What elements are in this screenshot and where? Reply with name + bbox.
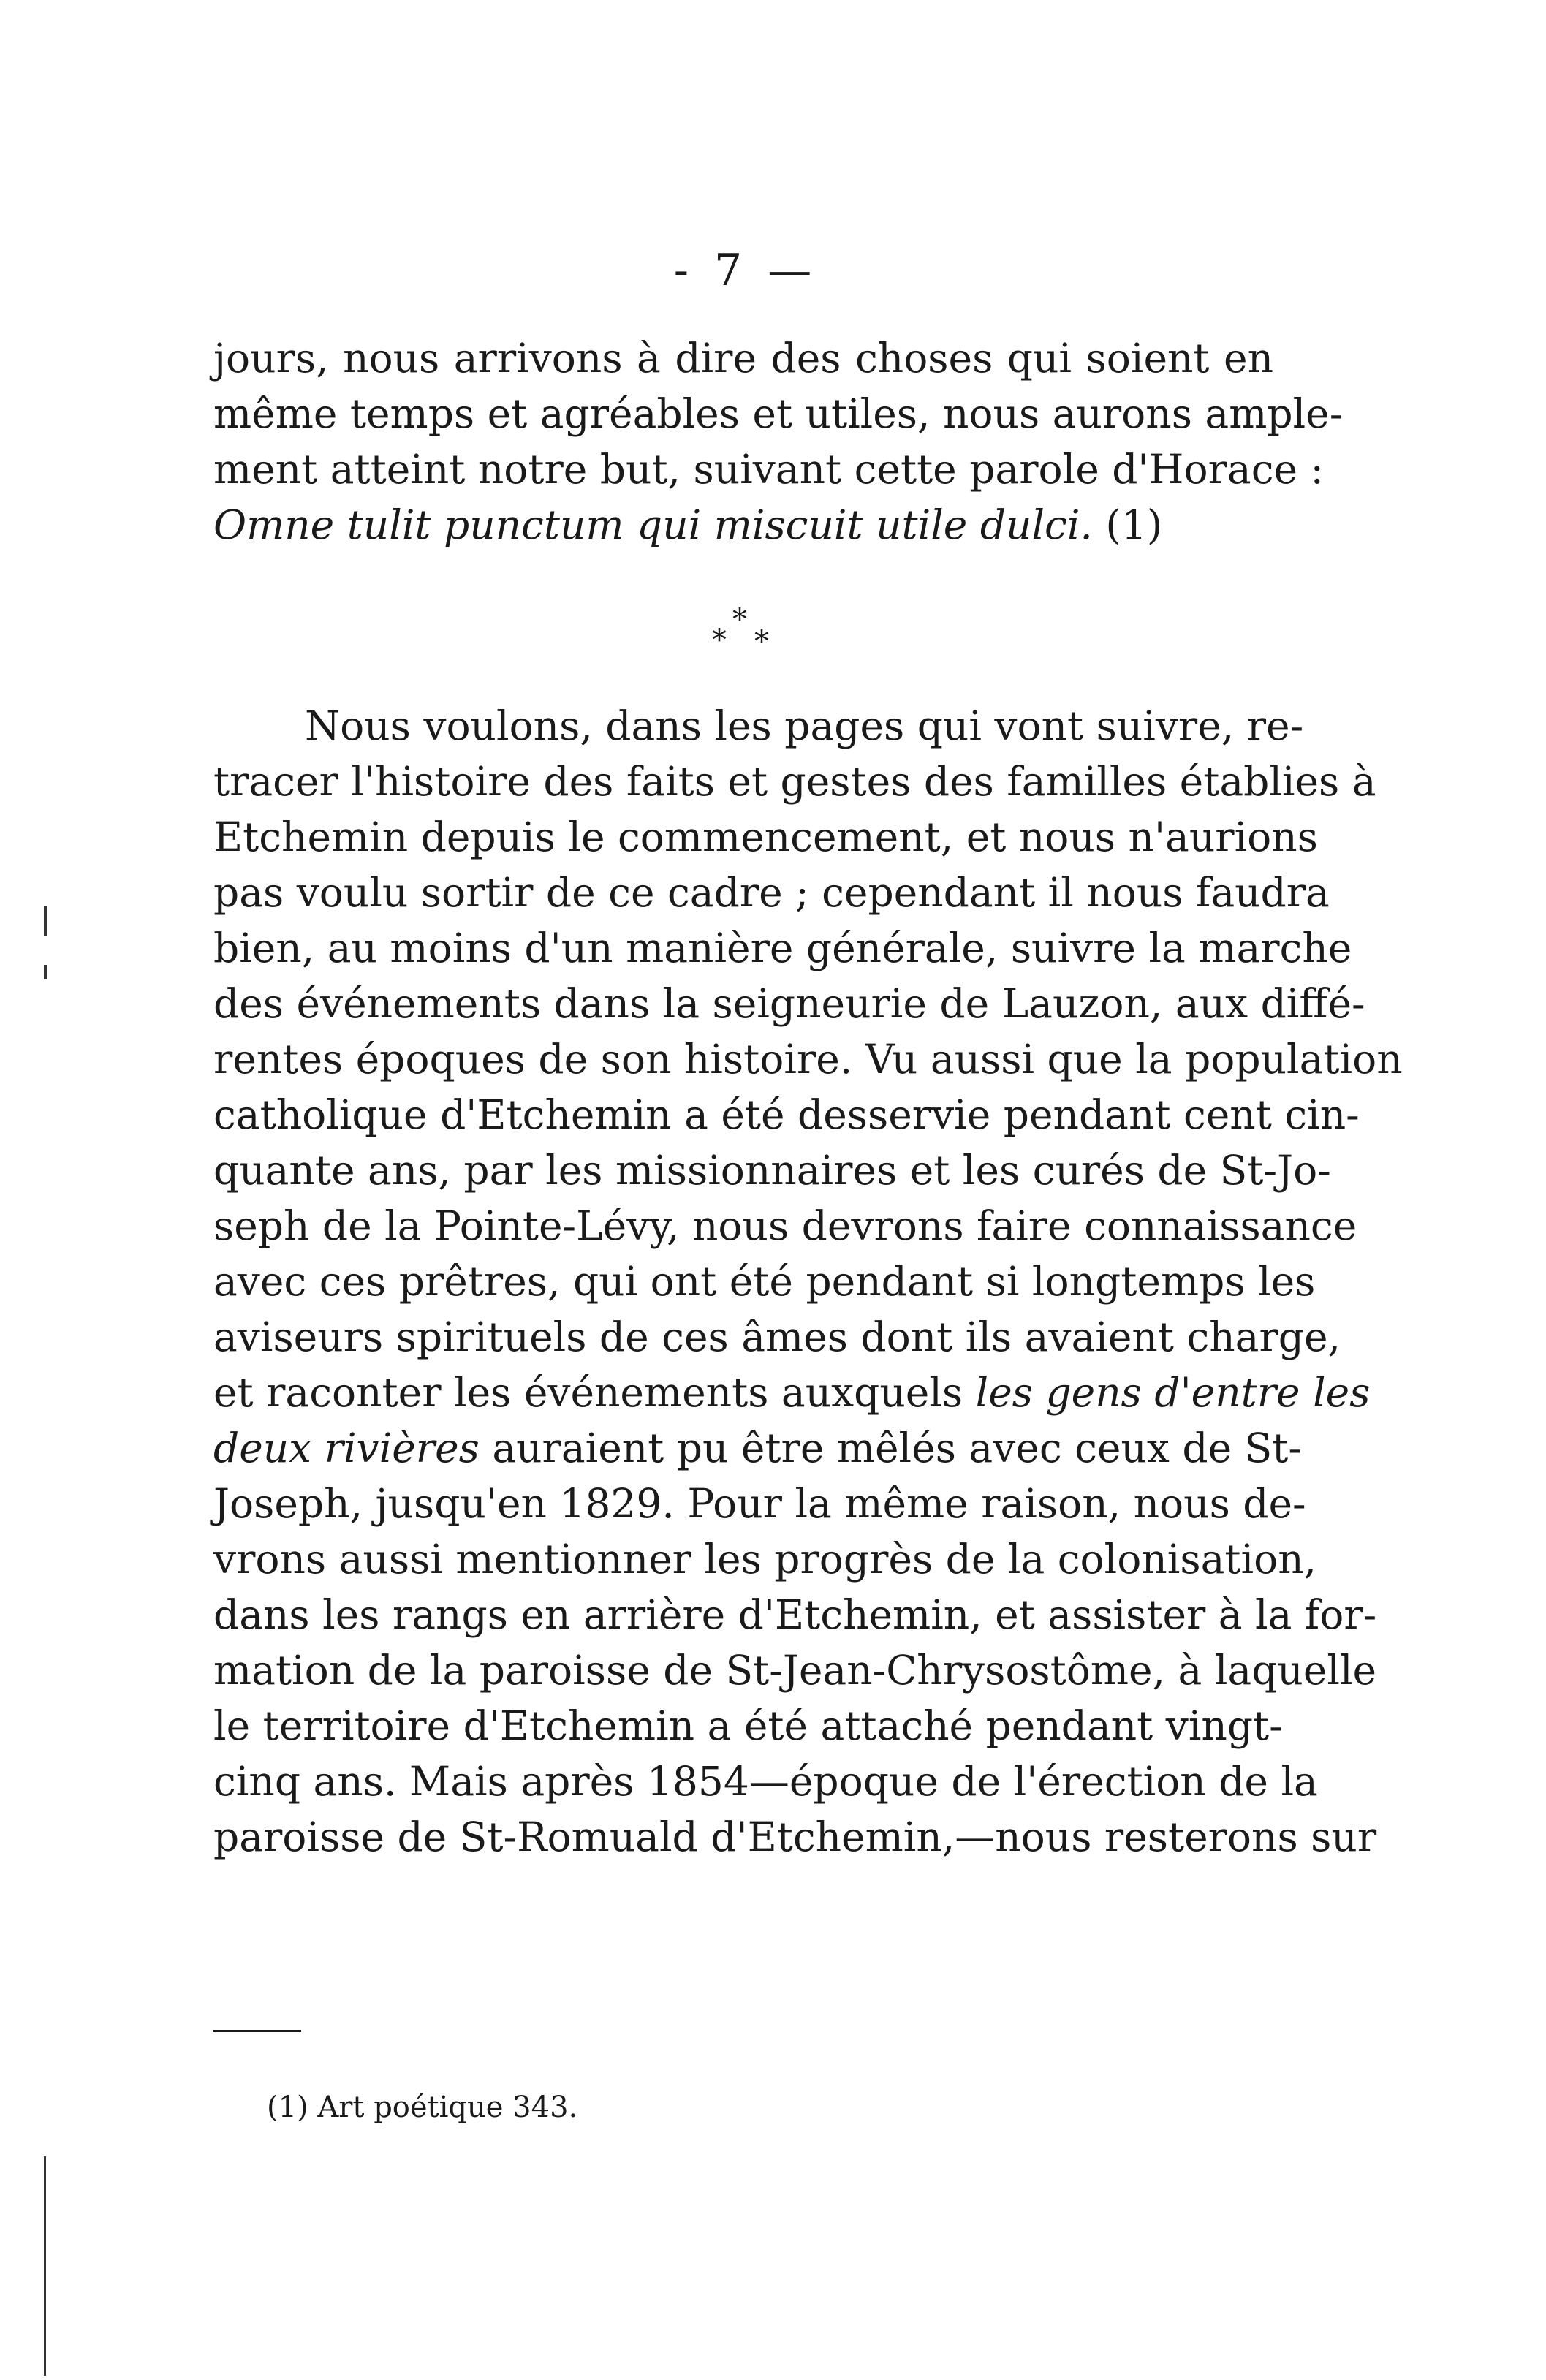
footnote-rule xyxy=(213,2030,301,2032)
text-line: catholique d'Etchemin a été desservie pendant cent cin- xyxy=(213,1091,1360,1138)
text-line xyxy=(213,497,1273,553)
text-line: paroisse de St-Romuald d'Etchemin,—nous resterons sur xyxy=(213,1814,1377,1860)
italic-phrase: les gens d'entre les xyxy=(975,1369,1371,1416)
text-line: quante ans, par les missionnaires et les curés de St-Jo- xyxy=(213,1147,1331,1194)
text-line: aviseurs spirituels de ces âmes dont ils avaient charge, xyxy=(213,1314,1341,1360)
asterism-star: * xyxy=(712,624,727,657)
text-line: le territoire d'Etchemin a été attaché pendant vingt- xyxy=(213,1702,1283,1749)
page-number: - 7 — xyxy=(673,245,818,296)
text-line xyxy=(213,1365,1371,1420)
text-line: pas voulu sortir de ce cadre ; cependant il nous faudra xyxy=(213,869,1330,916)
text-line: jours, nous arrivons à dire des choses qui soient en xyxy=(213,335,1273,382)
text-line: cinq ans. Mais après 1854—époque de l'érection de la xyxy=(213,1758,1318,1805)
footnote-reference: (1) xyxy=(1105,501,1163,548)
text-line: mation de la paroisse de St-Jean-Chrysostôme, à laquelle xyxy=(213,1647,1377,1694)
text-line: des événements dans la seigneurie de Lauzon, aux diffé- xyxy=(213,980,1365,1027)
text-line xyxy=(213,1420,1302,1476)
asterism-star: * xyxy=(732,603,747,637)
italic-phrase: deux rivières xyxy=(213,1425,480,1471)
text-segment: auraient pu être mêlés avec ceux de St- xyxy=(492,1425,1302,1471)
text-line: vrons aussi mentionner les progrès de la colonisation, xyxy=(213,1536,1317,1583)
text-line: bien, au moins d'un manière générale, suivre la marche xyxy=(213,925,1352,971)
text-line: dans les rangs en arrière d'Etchemin, et assister à la for- xyxy=(213,1591,1377,1638)
text-line: ment atteint notre but, suivant cette parole d'Horace : xyxy=(213,446,1325,493)
binding-edge-mark xyxy=(44,2156,46,2376)
text-line: seph de la Pointe-Lévy, nous devrons faire connaissance xyxy=(213,1202,1357,1249)
asterism-star: * xyxy=(754,625,769,659)
latin-quote: Omne tulit punctum qui miscuit utile dulci. xyxy=(213,501,1093,548)
footnote xyxy=(267,2091,577,2124)
text-line: Nous voulons, dans les pages qui vont suivre, re- xyxy=(305,702,1304,749)
paragraph-1 xyxy=(213,330,1344,553)
text-line: Etchemin depuis le commencement, et nous n'aurions xyxy=(213,814,1318,860)
text-line: tracer l'histoire des faits et gestes des familles établies à xyxy=(213,758,1376,805)
text-line: même temps et agréables et utiles, nous aurons ample- xyxy=(213,390,1344,437)
text-line: rentes époques de son histoire. Vu aussi que la population xyxy=(213,1036,1403,1083)
footnote-text: Art poétique 343. xyxy=(317,2091,578,2124)
footnote-marker: (1) xyxy=(267,2091,308,2124)
asterism-divider xyxy=(702,603,789,659)
text-line: avec ces prêtres, qui ont été pendant si longtemps les xyxy=(213,1258,1316,1305)
binding-edge-mark xyxy=(44,906,47,936)
binding-edge-mark xyxy=(44,965,47,979)
text-segment: et raconter les événements auxquels xyxy=(213,1369,963,1416)
paragraph-2 xyxy=(213,698,1403,1865)
text-line: Joseph, jusqu'en 1829. Pour la même raison, nous de- xyxy=(213,1480,1306,1527)
